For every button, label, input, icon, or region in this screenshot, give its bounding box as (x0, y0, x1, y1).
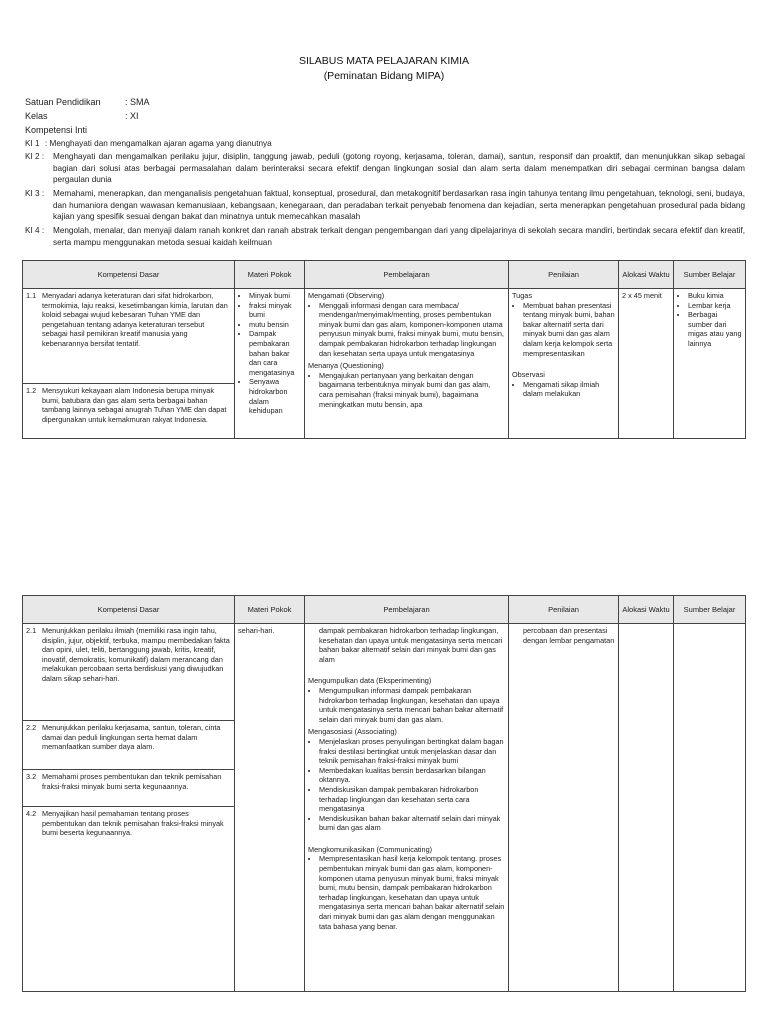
header-kd: Kompetensi Dasar (23, 596, 235, 624)
kd-number: 3.2 (26, 772, 37, 781)
continued-text: dampak pembakaran hidrokarbon terhadap lingkungan, kesehatan dan upaya untuk mengatasinya serta mencari bahan bakar alternatif selain dari minyak bumi dan gas alam (319, 626, 503, 664)
ki-4 (25, 225, 745, 248)
alokasi-cell: 2 x 45 menit (619, 289, 674, 439)
info-satuan (25, 96, 150, 108)
kd-number: 1.1 (26, 291, 37, 300)
kd-text: Mensyukuri kekayaan alam Indonesia berupa minyak bumi, batubara dan gas alam serta berbagai bahan tambang lainnya sebagai anugrah Tuhan YME dan dapat dipergunakan untuk kemakmuran rakyat Indonesia. (42, 386, 227, 424)
sumber-cell (674, 289, 746, 439)
header-sumber: Sumber Belajar (674, 261, 746, 289)
satuan-label: Satuan Pendidikan (25, 97, 101, 107)
kd-number: 2.1 (26, 626, 37, 635)
table-header-row (23, 596, 746, 624)
header-penilaian: Penilaian (509, 261, 619, 289)
ki-code: KI 4 : (25, 226, 45, 235)
materi-cell (235, 289, 305, 439)
kd-cell (23, 770, 235, 807)
sumber-cell (674, 624, 746, 992)
kd-cell (23, 384, 235, 439)
ki-2 (25, 151, 745, 186)
table-header-row (23, 261, 746, 289)
mengasosiasi-heading: Mengasosiasi (Associating) (308, 727, 397, 737)
kd-cell (23, 289, 235, 384)
syllabus-table-2 (22, 595, 746, 992)
table-row (23, 289, 746, 384)
ki-text: Memahami, menerapkan, dan menganalisis pengetahuan faktual, konseptual, prosedural, dan metakognitif berdasarkan rasa ingin tahunya tentang ilmu pengetahuan, teknologi, seni, budaya, dan humaniora dengan wawasan kemanusiaan, kebangsaan, kenegaraan, dan peradaban terkait penyebab fenomena dan kejadian, serta menerapkan pengetahuan prosedural pada bidang kajian yang spesifik sesuai dengan bakat dan minatnya untuk memecahkan masalah (53, 189, 745, 222)
kd-cell (23, 624, 235, 721)
kd-text: Menyadari adanya keteraturan dari sifat hidrokarbon, termokimia, laju reaksi, kesetimbangan kimia, larutan dan koloid sebagai wujud kebesaran Tuhan YME dan pengetahuan tentang adanya keteraturan tersebut sebagai hasil pemikiran kreatif manusia yang kebenarannya bersifat tentatif. (42, 291, 228, 348)
materi-cell: sehari-hari. (235, 624, 305, 992)
kd-cell (23, 807, 235, 992)
info-kelas (25, 110, 139, 122)
list-item: • Menggali informasi dengan cara membaca/ mendengar/menyimak/menting, proses pembentukan minyak bumi dan gas alam, komponen-komponen utama penyusun minyak bumi, fraksi minyak bumi, mutu bensin, dampak pembakaran hidrokarbon terhadap lingkungan dan kesehatan serta upaya untuk mengatasinya (319, 301, 505, 359)
pembelajaran-cell (305, 289, 509, 439)
penilaian-cell (509, 289, 619, 439)
kd-text: Menyajikan hasil pemahaman tentang proses pembentukan dan teknik pemisahan fraksi-fraksi minyak bumi beserta kegunaannya. (42, 809, 224, 838)
list-item: • Berbagai sumber dari migas atau yang lainnya (688, 310, 742, 348)
list-item: • Mengamati sikap ilmiah dalam melakukan (523, 380, 615, 399)
list-item: • Menjelaskan proses penyulingan bertingkat dalam bagan fraksi destilasi bertingkat untuk menjelaskan dasar dan teknik pemisahan fraksi-fraksi minyak bumi (319, 737, 505, 766)
kd-text: Menunjukkan perilaku ilmiah (memiliki rasa ingin tahu, disiplin, jujur, objektif, terbuka, mampu membedakan fakta dan opini, ulet, teliti, bertanggung jawab, kritis, kreatif, inovatif, demokratis, komunikatif) dalam merancang dan melakukan percobaan serta berdiskusi yang diwujudkan dalam sikap sehari-hari. (42, 626, 230, 683)
tugas-heading: Tugas (512, 291, 533, 300)
document-title: SILABUS MATA PELAJARAN KIMIA (299, 55, 469, 67)
list-item: • Mengajukan pertanyaan yang berkaitan dengan bagaimana terbentuknya minyak bumi dan gas alam, cara pemisahan (fraksi minyak bumi), bagaimana meningkatkan mutu bensin, apa (319, 371, 505, 409)
list-item: • Dampak pembakaran bahan bakar dan cara mengatasinya (249, 329, 301, 377)
header-alokasi: Alokasi Waktu (619, 596, 674, 624)
observasi-heading: Observasi (512, 370, 545, 380)
penilaian-cell (509, 624, 619, 992)
header-kd: Kompetensi Dasar (23, 261, 235, 289)
ki-heading: Kompetensi Inti (25, 125, 88, 135)
list-item: • Membedakan kualitas bensin berdasarkan bilangan oktannya. (319, 766, 505, 785)
kd-text: Memahami proses pembentukan dan teknik pemisahan fraksi-fraksi minyak bumi serta kegunaannya. (42, 772, 222, 791)
list-item: • mutu bensin (249, 320, 301, 330)
list-item: • fraksi minyak bumi (249, 301, 301, 320)
list-item: • Mendiskusikan bahan bakar alternatif selain dari minyak bumi dan gas alam (319, 814, 505, 833)
ki-3 (25, 188, 745, 223)
ki-code: KI 1 (25, 139, 40, 148)
materi-list (238, 291, 301, 416)
list-item: • Mendiskusikan dampak pembakaran hidrokarbon terhadap lingkungan dan kesehatan serta cara mengatasinya (319, 785, 505, 814)
kd-number: 4.2 (26, 809, 37, 818)
list-item: • Mengumpulkan informasi dampak pembakaran hidrokarbon terhadap lingkungan, kesehatan dan upaya untuk mengatasinya serta mencari bahan bakar alternatif selain dari minyak bumi dan gas alam. (319, 686, 505, 724)
table-row (23, 624, 746, 721)
header-pembelajaran: Pembelajaran (305, 261, 509, 289)
header-pembelajaran: Pembelajaran (305, 596, 509, 624)
header-materi: Materi Pokok (235, 596, 305, 624)
ki-text: Menghayati dan mengamalkan perilaku jujur, disiplin, tanggung jawab, peduli (gotong royong, kerjasama, toleran, damai), santun, responsif dan proaktif, dan menunjukkan sikap sebagai bagian dari solusi atas berbagai permasalahan dalam berinteraksi secara efektif dengan lingkungan sosial dan alam serta dalam menempatkan diri sebagai cerminan bangsa dalam pergaulan dunia (53, 152, 745, 185)
list-item: • Minyak bumi (249, 291, 301, 301)
ki-code: KI 2 : (25, 152, 45, 161)
header-alokasi: Alokasi Waktu (619, 261, 674, 289)
alokasi-cell (619, 624, 674, 992)
kelas-label: Kelas (25, 111, 48, 121)
kd-number: 1.2 (26, 386, 37, 395)
syllabus-table-1 (22, 260, 746, 439)
ki-text: Mengolah, menalar, dan menyaji dalam ranah konkret dan ranah abstrak terkait dengan pengembangan dari yang dipelajarinya di sekolah secara mandiri, bertindak secara efektif dan kreatif, serta mampu menggunakan metoda sesuai kaidah keilmuan (53, 226, 745, 247)
list-item: • Membuat bahan presentasi tentang minyak bumi, bahan bakar alternatif serta dari minyak bumi dan gas alam dalam kerja kelompok serta mempresentasikan (523, 301, 615, 359)
kd-number: 2.2 (26, 723, 37, 732)
penilaian-text: percobaan dan presentasi dengan lembar pengamatan (523, 626, 615, 645)
pembelajaran-cell (305, 624, 509, 992)
ki-1 (25, 138, 745, 150)
kd-cell (23, 721, 235, 770)
header-penilaian: Penilaian (509, 596, 619, 624)
header-materi: Materi Pokok (235, 261, 305, 289)
kelas-value: : XI (125, 111, 139, 121)
list-item: • Buku kimia (688, 291, 742, 301)
mengkomunikasikan-heading: Mengkomunikasikan (Communicating) (308, 844, 433, 854)
header-sumber: Sumber Belajar (674, 596, 746, 624)
ki-text: : Menghayati dan mengamalkan ajaran agama yang dianutnya (45, 139, 272, 148)
satuan-value: : SMA (125, 97, 150, 107)
document-subtitle: (Peminatan Bidang MIPA) (323, 70, 445, 82)
mengamati-heading: Mengamati (Observing) (308, 291, 385, 300)
list-item: • Mempresentasikan hasil kerja kelompok tentang. proses pembentukan minyak bumi dan gas alam, komponen-komponen utama penyusun minyak bumi, fraksi minyak bumi, mutu bensin, dampak pembakaran hidrokarbon terhadap lingkungan, kesehatan dan upaya untuk mengatasinya serta mencari bahan bakar alternatif selain dari minyak bumi dan gas alam dengan menggunakan tata bahasa yang benar. (319, 854, 505, 931)
mengumpulkan-heading: Mengumpulkan data (Eksperimenting) (308, 676, 432, 686)
kd-text: Menunjukkan perilaku kerjasama, santun, toleran, cinta damai dan peduli lingkungan serta hemat dalam memanfaatkan sumber daya alam. (42, 723, 221, 752)
list-item: • Lembar kerja (688, 301, 742, 311)
list-item: • Senyawa hidrokarbon dalam kehidupan (249, 377, 301, 415)
ki-code: KI 3 : (25, 189, 45, 198)
menanya-heading: Menanya (Questioning) (308, 361, 384, 371)
